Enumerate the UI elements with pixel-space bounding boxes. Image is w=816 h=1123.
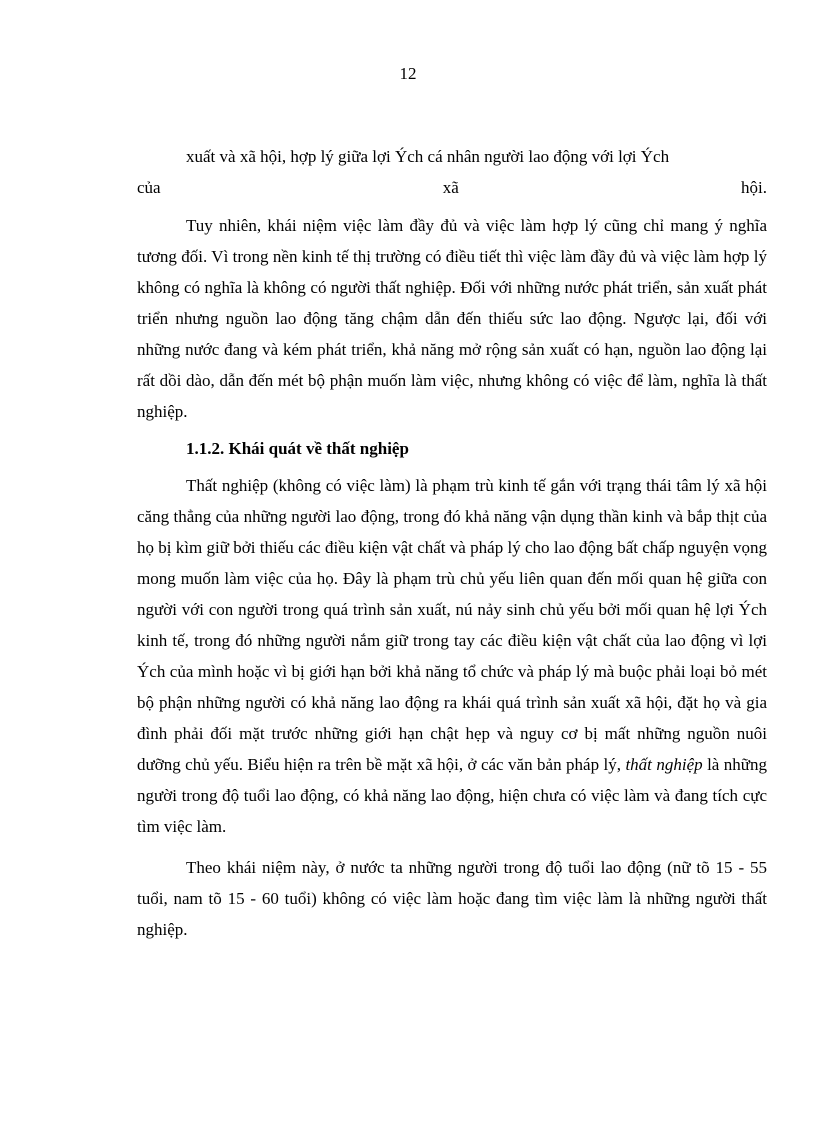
defined-term: thất nghiệp: [625, 755, 703, 774]
section-heading: 1.1.2. Khái quát về thất nghiệp: [186, 439, 409, 458]
continued-line-2: [137, 172, 767, 203]
body-paragraph: Tuy nhiên, khái niệm việc làm đầy đủ và việc làm hợp lý cũng chỉ mang ý nghĩa tương đối. Vì trong nền kinh tế thị trường có điều tiết thì việc làm đầy đủ và việc làm hợp lý không có nghĩa là không có người thất nghiệp. Đối với những nước phát triển, sản xuất phát triển nhưng nguồn lao động tăng chậm dẫn đến thiếu sức lao động. Ngược lại, đối với những nước đang và kém phát triển, khả năng mở rộng sản xuất có hạn, nguồn lao động lại rất dồi dào, dẫn đến mét bộ phận muốn làm việc, nhưng không có việc để làm, nghĩa là thất nghiệp.: [137, 216, 767, 421]
page-body: [137, 141, 767, 951]
continued-word: hội.: [741, 178, 767, 197]
continued-word: của: [137, 178, 161, 197]
final-paragraph: Theo khái niệm này, ở nước ta những người trong độ tuổi lao động (nữ tõ 15 - 55 tuổi, nam tõ 15 - 60 tuổi) không có việc làm hoặc đang tìm việc làm là những người thất nghiệp.: [137, 858, 767, 939]
section-paragraph-text-end: là những người trong độ tuổi lao động, có khả năng lao động, hiện chưa có việc làm và đang tích cực tìm việc làm.: [137, 755, 768, 836]
page-number: 12: [399, 64, 417, 83]
continued-word: xã: [442, 178, 459, 197]
section-paragraph-text: Thất nghiệp (không có việc làm) là phạm trù kinh tế gắn với trạng thái tâm lý xã hội căng thẳng của những người lao động, trong đó khả năng vận dụng thần kinh và bắp thịt của họ bị kìm giữ bởi thiếu các điều kiện vật chất và pháp lý cho lao động bất chấp nguyện vọng mong muốn làm việc của họ. Đây là phạm trù chủ yếu liên quan đến mối quan hệ giữa con người với con người trong quá trình sản xuất, nú nảy sinh chủ yếu bởi mối quan hệ lợi Ých kinh tế, trong đó những người nắm giữ trong tay các điều kiện vật chất của lao động vì lợi Ých của mình hoặc vì bị giới hạn bởi khả năng tổ chức và pháp lý mà buộc phải loại bỏ mét bộ phận những người có khả năng lao động ra khái quá trình sản xuất xã hội, đặt họ và gia đình phải đối mặt trước những giới hạn chật hẹp và nguy cơ bị mất những nguồn nuôi dưỡng chủ yếu. Biểu hiện ra trên bề mặt xã hội, ở các văn bản pháp lý,: [137, 476, 767, 774]
continued-paragraph: [137, 141, 767, 203]
section-paragraph: [137, 470, 767, 842]
continued-line-1: xuất và xã hội, hợp lý giữa lợi Ých cá nhân người lao động với lợi Ých: [186, 147, 670, 166]
